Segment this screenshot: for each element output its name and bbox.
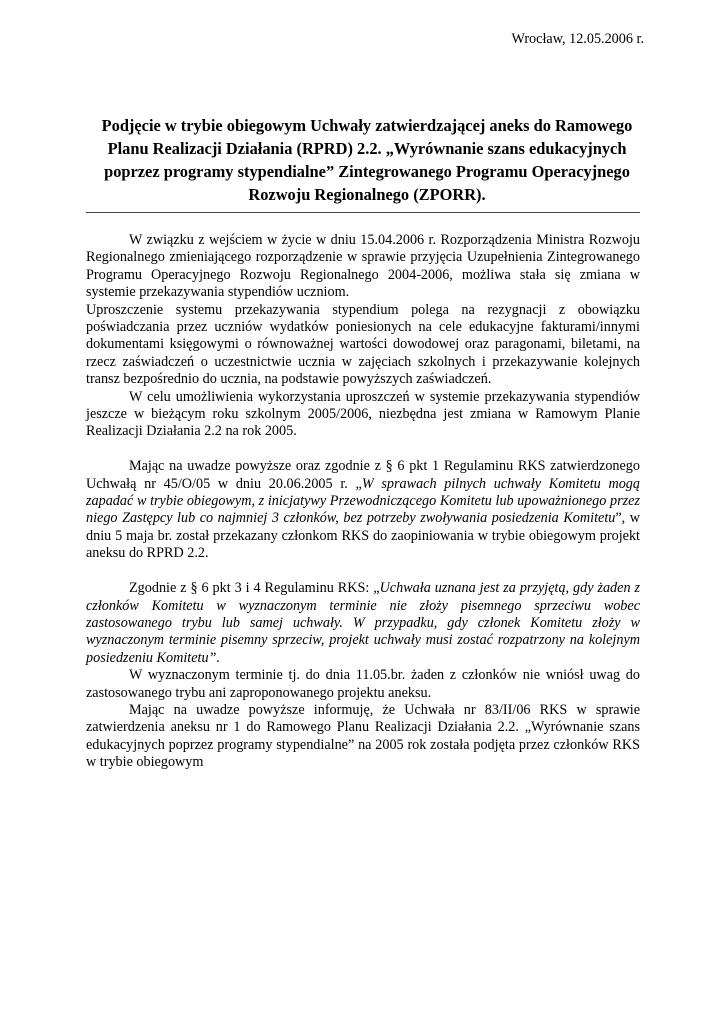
regulation-quote: Uchwała uznana jest za przyjętą, gdy żaden z członków Komitetu w wyznaczonym terminie nie złoży pisemnego sprzeciwu wobec zastosowanego trybu lub samej uchwały. W przypadku, gdy członek Komitetu złoży w wyznaczonym terminie pisemny sprzeciw, projekt uchwały musi zostać rozpatrzony na kolejnym posiedzeniu Komitetu”. bbox=[86, 580, 640, 666]
document-body bbox=[86, 232, 640, 772]
paragraph-procedure bbox=[86, 458, 640, 562]
paragraph-conclusion: Mając na uwadze powyższe informuję, że Uchwała nr 83/II/06 RKS w sprawie zatwierdzenia aneksu nr 1 do Ramowego Planu Realizacji Działania 2.2. „Wyrównanie szans edukacyjnych poprzez programy stypendialne” na 2005 rok została podjęta przez członków RKS w trybie obiegowym bbox=[86, 701, 640, 771]
paragraph-legal-change: W związku z wejściem w życie w dniu 15.04.2006 r. Rozporządzenia Ministra Rozwoju Regionalnego zmieniającego rozporządzenie w sprawie przyjęcia Uzupełnienia Zintegrowanego Programu Operacyjnego Rozwoju Regionalnego 2004-2006, możliwa stała się zmiana w systemie przekazywania stypendiów uczniom. bbox=[86, 232, 640, 301]
document-title: Podjęcie w trybie obiegowym Uchwały zatwierdzającej aneks do Ramowego Planu Realizacji Działania (RPRD) 2.2. „Wyrównanie szans edukacyjnych poprzez programy stypendialne” Zintegrowanego Programu Operacyjnego Rozwoju Regionalnego (ZPORR). bbox=[101, 116, 633, 204]
paragraph-regulation bbox=[86, 580, 640, 667]
procedure-text-start: Mając na uwadze powyższe oraz zgodnie z § 6 pkt 1 Regulaminu RKS zatwierdzonego Uchwałą nr 45/O/05 w dniu 20.06.2005 r. „ bbox=[86, 458, 640, 492]
paragraph-purpose: W celu umożliwienia wykorzystania uproszczeń w systemie przekazywania stypendiów jeszcze w bieżącym roku szkolnym 2005/2006, niezbędna jest zmiana w Ramowym Planie Realizacji Działania 2.2 na rok 2005. bbox=[86, 388, 640, 440]
paragraph-deadline: W wyznaczonym terminie tj. do dnia 11.05.br. żaden z członków nie wniósł uwag do zastosowanego trybu ani zaproponowanego projektu aneksu. bbox=[86, 667, 640, 701]
title-divider bbox=[86, 212, 640, 213]
paragraph-simplification: Uproszczenie systemu przekazywania stypendium polega na rezygnacji z obowiązku poświadczania przez uczniów wydatków poniesionych na cele edukacyjne fakturami/innymi dokumentami księgowymi o równoważnej wartości dowodowej oraz paragonami, biletami, na rzecz zaświadczeń o uczestnictwie ucznia w zajęciach szkolnych i przekazywanie kolejnych transz bezpośrednio do ucznia, na podstawie powyższych zaświadczeń. bbox=[86, 301, 640, 388]
document-date: Wrocław, 12.05.2006 r. bbox=[511, 31, 644, 47]
procedure-quote: W sprawach pilnych uchwały Komitetu mogą zapadać w trybie obiegowym, z inicjatywy Przewodniczącego Komitetu lub upoważnionego przez niego Zastępcy lub co najmniej 3 członków, bez potrzeby zwoływania posiedzenia Komitetu bbox=[86, 475, 640, 527]
regulation-text-start: Zgodnie z § 6 pkt 3 i 4 Regulaminu RKS: „ bbox=[129, 580, 380, 597]
procedure-text-end: ”, w dniu 5 maja br. został przekazany członkom RKS do zaopiniowania w trybie obiegowym projekt aneksu do RPRD 2.2. bbox=[86, 510, 640, 562]
